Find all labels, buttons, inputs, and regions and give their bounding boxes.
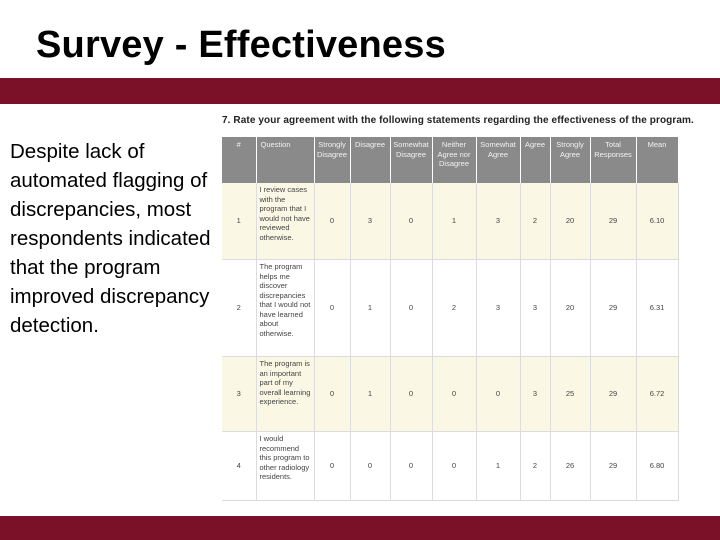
value-cell: 0 [314, 260, 350, 357]
value-cell: 20 [550, 183, 590, 260]
row-number: 3 [222, 357, 256, 432]
top-accent-band [0, 78, 720, 104]
value-cell: 0 [314, 432, 350, 501]
value-cell: 3 [520, 260, 550, 357]
column-header: # [222, 137, 256, 183]
value-cell: 20 [550, 260, 590, 357]
value-cell: 0 [476, 357, 520, 432]
table-row [222, 357, 678, 432]
value-cell: 0 [314, 183, 350, 260]
column-header: Disagree [350, 137, 390, 183]
column-header: Neither Agree nor Disagree [432, 137, 476, 183]
column-header: Question [256, 137, 314, 183]
value-cell: 6.10 [636, 183, 678, 260]
value-cell: 29 [590, 260, 636, 357]
value-cell: 6.72 [636, 357, 678, 432]
value-cell: 0 [350, 432, 390, 501]
value-cell: 0 [390, 432, 432, 501]
value-cell: 29 [590, 357, 636, 432]
survey-results-table [222, 137, 679, 501]
question-cell: I review cases with the program that I would not have reviewed otherwise. [256, 183, 314, 260]
row-number: 2 [222, 260, 256, 357]
value-cell: 1 [476, 432, 520, 501]
row-number: 1 [222, 183, 256, 260]
value-cell: 1 [350, 357, 390, 432]
value-cell: 0 [432, 357, 476, 432]
value-cell: 0 [314, 357, 350, 432]
question-cell: The program is an important part of my overall learning experience. [256, 357, 314, 432]
value-cell: 0 [432, 432, 476, 501]
table-row [222, 260, 678, 357]
value-cell: 29 [590, 183, 636, 260]
column-header: Somewhat Disagree [390, 137, 432, 183]
column-header: Total Responses [590, 137, 636, 183]
column-header: Mean [636, 137, 678, 183]
value-cell: 25 [550, 357, 590, 432]
body-text: Despite lack of automated flagging of discrepancies, most respondents indicated that the program improved discrepancy detection. [10, 140, 211, 337]
value-cell: 3 [476, 183, 520, 260]
value-cell: 2 [520, 183, 550, 260]
value-cell: 1 [432, 183, 476, 260]
value-cell: 3 [520, 357, 550, 432]
survey-table-image [217, 112, 720, 498]
value-cell: 0 [390, 260, 432, 357]
column-header: Agree [520, 137, 550, 183]
value-cell: 0 [390, 357, 432, 432]
value-cell: 2 [432, 260, 476, 357]
value-cell: 3 [476, 260, 520, 357]
slide-title: Survey - Effectiveness [36, 24, 446, 66]
value-cell: 1 [350, 260, 390, 357]
table-header-row [222, 137, 678, 183]
column-header: Strongly Agree [550, 137, 590, 183]
value-cell: 0 [390, 183, 432, 260]
question-cell: The program helps me discover discrepancies that I would not have learned about otherwise. [256, 260, 314, 357]
column-header: Somewhat Agree [476, 137, 520, 183]
value-cell: 26 [550, 432, 590, 501]
table-row [222, 183, 678, 260]
table-row [222, 432, 678, 501]
value-cell: 6.31 [636, 260, 678, 357]
value-cell: 6.80 [636, 432, 678, 501]
row-number: 4 [222, 432, 256, 501]
value-cell: 29 [590, 432, 636, 501]
value-cell: 2 [520, 432, 550, 501]
question-cell: I would recommend this program to other radiology residents. [256, 432, 314, 501]
value-cell: 3 [350, 183, 390, 260]
bottom-accent-band [0, 516, 720, 540]
column-header: Strongly Disagree [314, 137, 350, 183]
survey-question-heading: 7. Rate your agreement with the following statements regarding the effectiveness of the program. [222, 115, 694, 126]
